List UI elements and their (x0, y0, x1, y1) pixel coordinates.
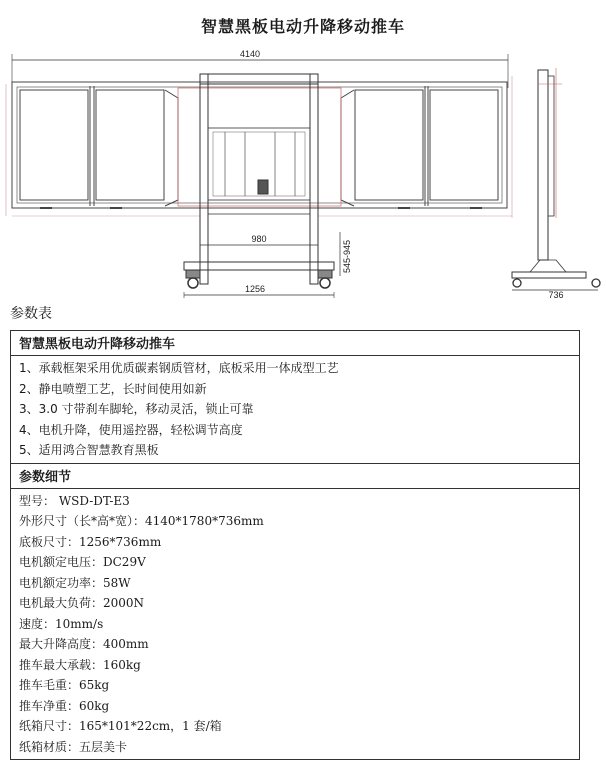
details-cell (11, 488, 580, 760)
page-title: 智慧黑板电动升降移动推车 (200, 17, 405, 36)
detail-item: 型号： WSD-DT-E3 (19, 493, 130, 508)
detail-item: 速度：10mm/s (19, 616, 104, 631)
height-range-label: 545-945 (342, 239, 352, 273)
details-header-row (11, 463, 580, 488)
width-label: 4140 (239, 49, 261, 59)
features-row (11, 356, 580, 464)
detail-item: 推车毛重：65kg (19, 678, 110, 692)
column-width-dimension (200, 234, 318, 245)
stand-frame (200, 74, 318, 284)
feature-item: 4、电机升降，使用遥控器，轻松调节高度 (19, 422, 243, 437)
detail-item: 底板尺寸：1256*736mm (19, 534, 162, 549)
feature-item: 2、静电喷塑工艺，长时间使用如新 (19, 381, 207, 396)
detail-item: 纸箱材质：五层美卡 (19, 739, 128, 754)
detail-item: 最大升降高度：400mm (19, 637, 149, 651)
features-header: 智慧黑板电动升降移动推车 (11, 331, 580, 356)
details-header: 参数细节 (11, 463, 580, 488)
detail-item: 外形尺寸（长*高*宽）：4140*1780*736mm (19, 514, 264, 528)
detail-item: 纸箱尺寸：165*101*22cm，1 套/箱 (19, 719, 222, 733)
features-cell (11, 356, 580, 464)
base-depth-label: 736 (548, 290, 564, 300)
technical-drawing (0, 40, 606, 302)
base-length-label: 1256 (244, 284, 266, 294)
height-range-dimension (340, 232, 352, 276)
detail-item: 推车最大承载：160kg (19, 657, 141, 672)
details-row (11, 488, 580, 760)
side-view (512, 68, 600, 290)
detail-item: 电机最大负荷：2000N (19, 596, 145, 610)
detail-item: 电机额定电压：DC29V (19, 555, 146, 569)
feature-item: 3、3.0 寸带刹车脚轮，移动灵活，锁止可靠 (19, 402, 254, 416)
detail-item: 电机额定功率：58W (19, 575, 131, 590)
column-width-label: 980 (251, 234, 267, 244)
guide-lines (6, 76, 512, 218)
detail-item: 推车净重：60kg (19, 698, 110, 713)
features-header-row (11, 331, 580, 356)
spec-table (10, 330, 580, 760)
params-section-label: 参数表 (10, 306, 52, 322)
feature-item: 5、适用鸿合智慧教育黑板 (19, 443, 159, 457)
feature-item: 1、承载框架采用优质碳素钢质管材，底板采用一体成型工艺 (19, 361, 339, 375)
